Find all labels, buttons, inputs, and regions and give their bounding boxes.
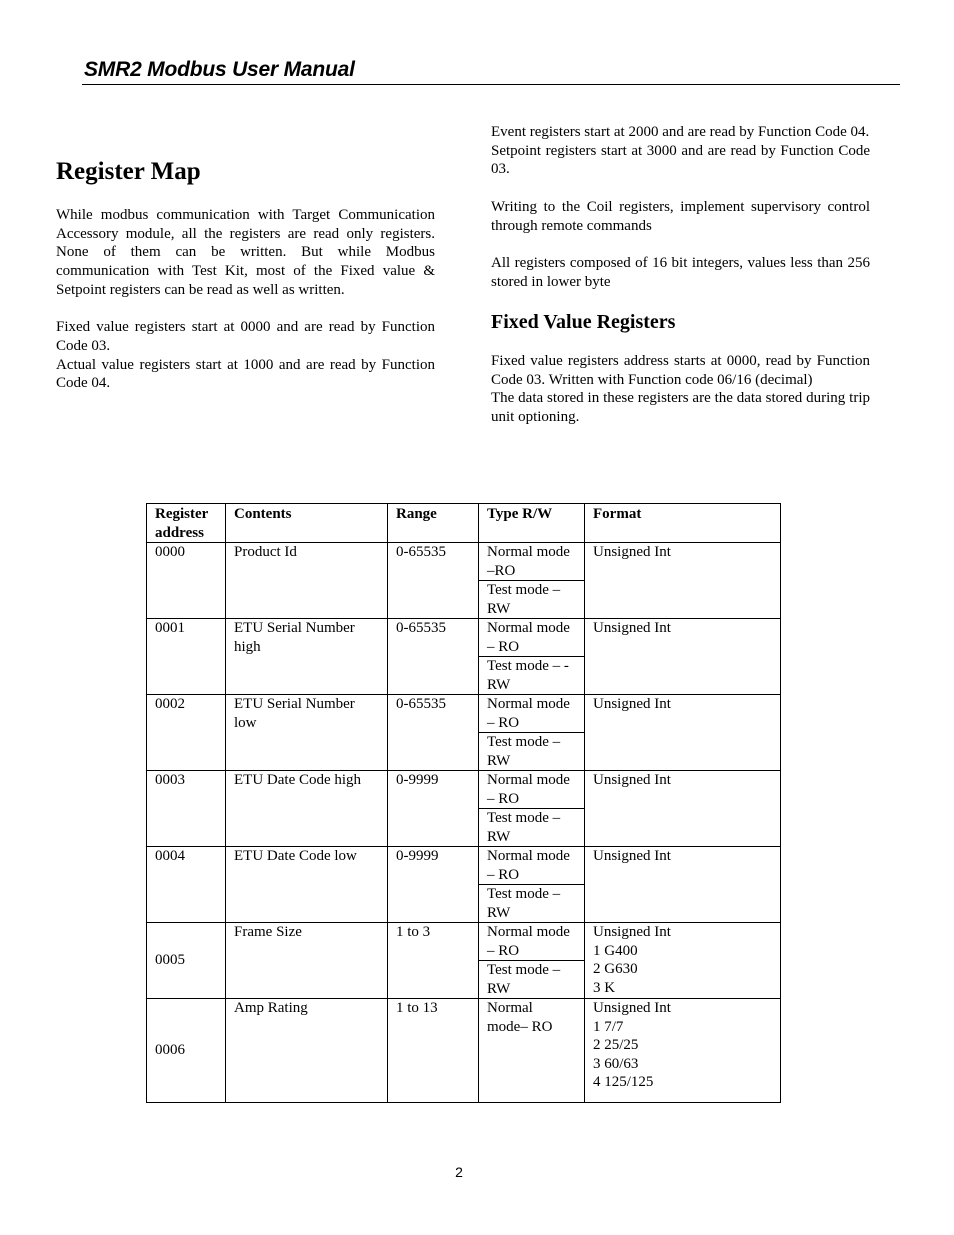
cell-range: 0-65535 — [388, 543, 479, 619]
cell-format — [585, 923, 781, 999]
type-normal-mode: Normal mode –RO — [487, 544, 570, 579]
type-normal-mode: Normal mode – RO — [487, 772, 570, 807]
type-normal-mode: Normal mode – RO — [487, 620, 570, 655]
right-paragraph-3: All registers composed of 16 bit integers, values less than 256 stored in lower byte — [491, 254, 870, 290]
left-paragraph-1: While modbus communication with Target Communication Accessory module, all the registers are read only registers. None of them can be written. But while Modbus communication with Test Kit, most of the Fixed value & Setpoint registers can be read as well as written. — [56, 207, 435, 298]
cell-contents: ETU Date Code low — [226, 847, 388, 923]
table-header-row — [147, 504, 781, 543]
table-row — [147, 999, 781, 1103]
cell-type — [479, 695, 585, 771]
cell-range: 0-65535 — [388, 695, 479, 771]
cell-address: 0005 — [147, 923, 226, 999]
format-line: Unsigned Int — [593, 848, 671, 864]
cell-type — [479, 923, 585, 999]
table-row — [147, 923, 781, 999]
type-normal-mode: Normal mode – RO — [487, 848, 570, 883]
cell-address: 0003 — [147, 771, 226, 847]
format-line: Unsigned Int — [593, 544, 671, 560]
header-rule — [82, 84, 900, 85]
cell-address: 0001 — [147, 619, 226, 695]
right-paragraph-1b: Setpoint registers start at 3000 and are read by Function Code 03. — [491, 142, 870, 178]
cell-format — [585, 771, 781, 847]
cell-type — [479, 543, 585, 619]
cell-address: 0004 — [147, 847, 226, 923]
cell-contents: Frame Size — [226, 923, 388, 999]
table-row — [147, 771, 781, 847]
column-header-address: Register address — [147, 504, 226, 543]
cell-contents: Amp Rating — [226, 999, 388, 1103]
section-heading-fixed-value-registers: Fixed Value Registers — [491, 310, 676, 333]
type-test-mode: Test mode – - RW — [479, 656, 584, 694]
type-test-mode: Test mode – RW — [479, 732, 584, 770]
type-normal-mode: Normal mode– RO — [487, 1000, 553, 1035]
right-paragraph-4b: The data stored in these registers are the data stored during trip unit optioning. — [491, 390, 870, 426]
cell-format — [585, 619, 781, 695]
cell-range: 1 to 3 — [388, 923, 479, 999]
format-line: Unsigned Int — [593, 696, 671, 712]
format-line: 4 125/125 — [593, 1074, 654, 1090]
table-row — [147, 543, 781, 619]
format-line: 2 G630 — [593, 961, 638, 977]
format-line: Unsigned Int — [593, 620, 671, 636]
table-row — [147, 695, 781, 771]
cell-contents: Product Id — [226, 543, 388, 619]
page-number: 2 — [455, 1164, 463, 1180]
cell-format — [585, 999, 781, 1103]
cell-format — [585, 543, 781, 619]
cell-format — [585, 847, 781, 923]
table-row — [147, 619, 781, 695]
right-column — [491, 123, 870, 427]
section-heading-register-map: Register Map — [56, 158, 201, 185]
format-line: 3 K — [593, 979, 616, 996]
column-header-range: Range — [388, 504, 479, 543]
column-header-type: Type R/W — [479, 504, 585, 543]
cell-format — [585, 695, 781, 771]
cell-address: 0000 — [147, 543, 226, 619]
cell-type — [479, 771, 585, 847]
right-paragraph-1a: Event registers start at 2000 and are read by Function Code 04. — [491, 124, 870, 140]
format-line: Unsigned Int — [593, 924, 671, 940]
type-normal-mode: Normal mode – RO — [487, 924, 570, 959]
running-header-title: SMR2 Modbus User Manual — [84, 58, 355, 81]
format-line: Unsigned Int — [593, 772, 671, 788]
cell-type — [479, 999, 585, 1103]
cell-contents: ETU Date Code high — [226, 771, 388, 847]
format-line: 2 25/25 — [593, 1037, 639, 1053]
right-paragraph-4a: Fixed value registers address starts at 0000, read by Function Code 03. Written with Function code 06/16 (decimal) — [491, 352, 870, 388]
left-paragraph-2a: Fixed value registers start at 0000 and are read by Function Code 03. — [56, 319, 435, 354]
column-header-format: Format — [585, 504, 781, 543]
cell-range: 1 to 13 — [388, 999, 479, 1103]
cell-type — [479, 847, 585, 923]
cell-type — [479, 619, 585, 695]
cell-range: 0-9999 — [388, 847, 479, 923]
type-test-mode: Test mode – RW — [479, 580, 584, 618]
cell-contents: ETU Serial Number high — [226, 619, 388, 695]
type-normal-mode: Normal mode – RO — [487, 696, 570, 731]
format-line: 1 7/7 — [593, 1018, 624, 1035]
left-paragraph-2b: Actual value registers start at 1000 and are read by Function Code 04. — [56, 356, 435, 392]
type-test-mode: Test mode – RW — [479, 884, 584, 922]
type-test-mode: Test mode – RW — [479, 960, 584, 998]
cell-range: 0-65535 — [388, 619, 479, 695]
format-line: 1 G400 — [593, 942, 638, 959]
table-row — [147, 847, 781, 923]
cell-contents: ETU Serial Number low — [226, 695, 388, 771]
right-paragraph-2: Writing to the Coil registers, implement supervisory control through remote commands — [491, 198, 870, 234]
type-test-mode: Test mode – RW — [479, 808, 584, 846]
cell-address: 0006 — [147, 999, 226, 1103]
format-line: 3 60/63 — [593, 1055, 639, 1072]
register-table — [146, 503, 781, 1103]
format-line: Unsigned Int — [593, 1000, 671, 1016]
column-header-contents: Contents — [226, 504, 388, 543]
cell-address: 0002 — [147, 695, 226, 771]
left-column — [56, 206, 435, 393]
cell-range: 0-9999 — [388, 771, 479, 847]
